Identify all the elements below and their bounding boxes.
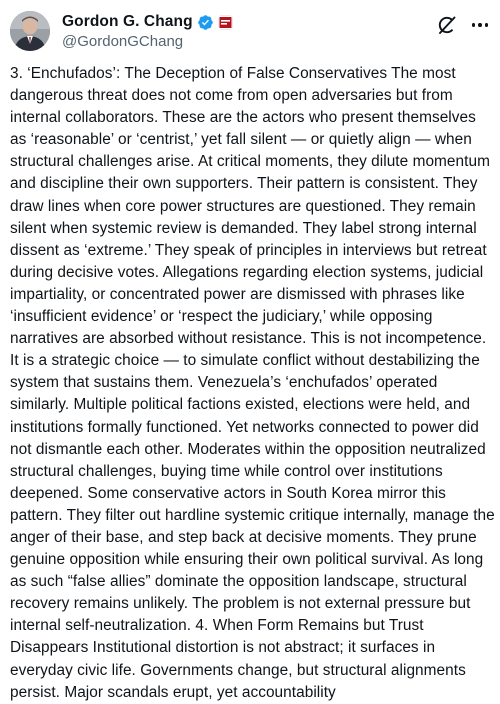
author-handle[interactable]: @GordonGChang — [62, 33, 184, 50]
author-display-name[interactable]: Gordon G. Chang — [62, 13, 193, 30]
more-dot — [472, 23, 476, 27]
grok-icon[interactable] — [436, 14, 458, 36]
affiliate-badge-icon[interactable] — [218, 15, 233, 30]
more-dot — [478, 23, 482, 27]
author-name-row — [62, 13, 233, 31]
post-header — [0, 0, 500, 60]
verified-badge-icon — [197, 14, 214, 31]
more-options-icon[interactable] — [468, 14, 492, 36]
author-avatar[interactable] — [10, 11, 50, 51]
post-body-text: 3. ‘Enchufados’: The Deception of False Conservatives The most dangerous threat does not come from open adversaries but from internal collaborators. These are the actors who present themselves as ‘reasonable’ or ‘centrist,’ yet fall silent — or quietly align — when structural challenges arise. At critical moments, they dilute momentum and discipline their own supporters. Their pattern is consistent. They draw lines when core power structures are questioned. They remain silent when systemic review is demanded. They label strong internal dissent as ‘extreme.’ They speak of principles in interviews but retreat during decisive votes. Allegations regarding election systems, judicial impartiality, or concentrated power are dismissed with phrases like ‘insufficient evidence’ or ‘respect the judiciary,’ while opposing narratives are absorbed without resistance. This is not incompetence. It is a strategic choice — to simulate conflict without destabilizing the system that sustains them. Venezuela’s ‘enchufados’ operated similarly. Multiple political factions existed, elections were held, and institutions formally functioned. Yet networks connected to power did not dismantle each other. Moderates within the opposition neutralized structural challenges, buying time while control over institutions deepened. Some conservative actors in South Korea mirror this pattern. They filter out hardline systemic critique internally, manage the anger of their base, and step back at decisive moments. They prune genuine opposition while ensuring their own political survival. As long as such “false allies” dominate the opposition landscape, structural recovery remains unlikely. The problem is not external pressure but internal self-neutralization. 4. When Form Remains but Trust Disappears Institutional distortion is not abstract; it surfaces in everyday civic life. Governments change, but structural alignments persist. Major scandals erupt, yet accountability — [10, 65, 500, 701]
more-dot — [485, 23, 489, 27]
